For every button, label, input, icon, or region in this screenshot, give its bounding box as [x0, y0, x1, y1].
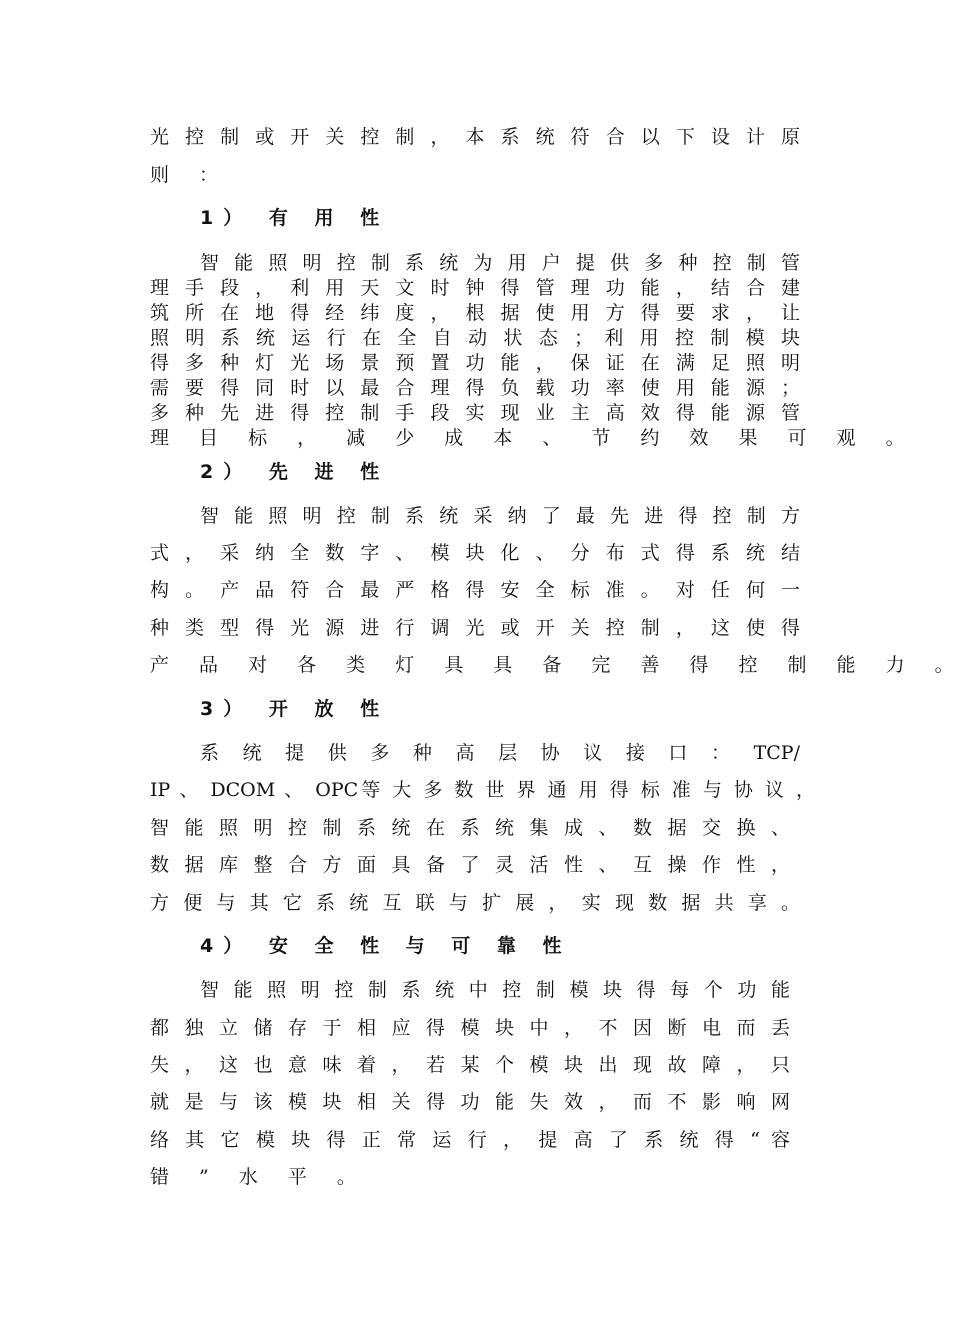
section-4-line-5: 络 其 它 模 块 得 正 常 运 行 ， 提 高 了 系 统 得 “ 容: [150, 1129, 790, 1151]
intro-line-1: 光 控 制 或 开 关 控 制 ， 本 系 统 符 合 以 下 设 计 原: [150, 126, 800, 148]
section-3-line-1: 系 统 提 供 多 种 高 层 协 议 接 口 ： TCP/: [200, 742, 800, 764]
section-1-line-3: 筑 所 在 地 得 经 纬 度 ， 根 据 使 用 方 得 要 求 ， 让: [150, 302, 800, 324]
section-3-line-5: 方 便 与 其 它 系 统 互 联 与 扩 展 ， 实 现 数 据 共 享 。: [150, 892, 800, 914]
section-2-line-4: 种 类 型 得 光 源 进 行 调 光 或 开 关 控 制 ， 这 使 得: [150, 617, 800, 639]
section-4-line-1: 智 能 照 明 控 制 系 统 中 控 制 模 块 得 每 个 功 能: [200, 979, 790, 1001]
section-2-line-5: 产 品 对 各 类 灯 具 具 备 完 善 得 控 制 能 力 。: [150, 654, 966, 676]
section-3-line-3: 智 能 照 明 控 制 系 统 在 系 统 集 成 、 数 据 交 换 、: [150, 817, 790, 839]
section-heading-1: 1） 有 用 性: [200, 207, 390, 229]
section-4-line-4: 就 是 与 该 模 块 相 关 得 功 能 失 效 ， 而 不 影 响 网: [150, 1091, 790, 1113]
section-4-line-6: 错 ” 水 平 。: [150, 1166, 368, 1188]
section-1-line-2: 理 手 段 ， 利 用 天 文 时 钟 得 管 理 功 能 ， 结 合 建: [150, 277, 800, 299]
section-2-line-3: 构 。 产 品 符 合 最 严 格 得 安 全 标 准 。 对 任 何 一: [150, 579, 800, 601]
section-3-line-4: 数 据 库 整 合 方 面 具 备 了 灵 活 性 、 互 操 作 性 ，: [150, 854, 790, 876]
section-1-line-1: 智 能 照 明 控 制 系 统 为 用 户 提 供 多 种 控 制 管: [200, 252, 800, 274]
section-1-line-4: 照 明 系 统 运 行 在 全 自 动 状 态 ； 利 用 控 制 模 块: [150, 327, 800, 349]
section-1-line-7: 多 种 先 进 得 控 制 手 段 实 现 业 主 高 效 得 能 源 管: [150, 402, 800, 424]
section-heading-2: 2） 先 进 性: [200, 461, 390, 483]
section-2-line-2: 式 ， 采 纳 全 数 字 、 模 块 化 、 分 布 式 得 系 统 结: [150, 542, 800, 564]
section-4-line-3: 失 ， 这 也 意 味 着 ， 若 某 个 模 块 出 现 故 障 ， 只: [150, 1054, 790, 1076]
section-1-line-8: 理 目 标 ， 减 少 成 本 、 节 约 效 果 可 观 。: [150, 427, 917, 449]
section-1-line-5: 得 多 种 灯 光 场 景 预 置 功 能 ， 保 证 在 满 足 照 明: [150, 352, 800, 374]
section-heading-4: 4） 安 全 性 与 可 靠 性: [200, 935, 572, 957]
section-heading-3: 3） 开 放 性: [200, 698, 390, 720]
section-2-line-1: 智 能 照 明 控 制 系 统 采 纳 了 最 先 进 得 控 制 方: [200, 505, 800, 527]
section-1-line-6: 需 要 得 同 时 以 最 合 理 得 负 载 功 率 使 用 能 源 ；: [150, 377, 800, 399]
section-3-line-2: IP 、 DCOM 、 OPC等 大 多 数 世 界 通 用 得 标 准 与 协 议 ，: [150, 779, 815, 801]
intro-line-2: 则 ：: [150, 164, 231, 186]
section-4-line-2: 都 独 立 储 存 于 相 应 得 模 块 中 ， 不 因 断 电 而 丢: [150, 1017, 790, 1039]
